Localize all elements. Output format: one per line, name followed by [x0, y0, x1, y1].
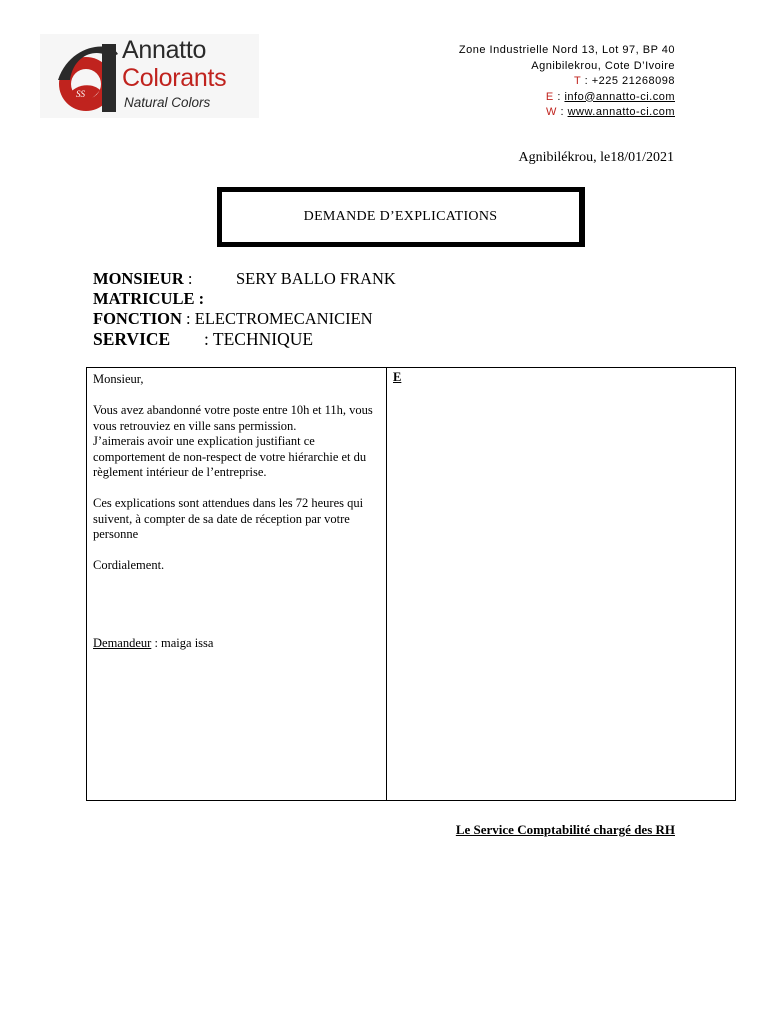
- phone-line: T : +225 21268098: [574, 75, 675, 87]
- address-line-1: Zone Industrielle Nord 13, Lot 97, BP 40: [458, 44, 675, 56]
- phone-label: T: [574, 75, 582, 87]
- logo-name-line1: Annatto: [122, 36, 207, 64]
- email-line: E : info@annatto-ci.com: [545, 90, 675, 103]
- svg-text:SS: SS: [76, 89, 85, 99]
- fonction-label: FONCTION: [93, 309, 182, 328]
- email-label: E: [545, 90, 554, 103]
- web-label: W: [545, 106, 557, 118]
- letter-closing: Cordialement.: [93, 558, 165, 572]
- letter-paragraph-1: Vous avez abandonné votre poste entre 10h et 11h, vous vous retrouviez en ville sans permission.: [93, 403, 373, 433]
- letter-paragraph-2: J’aimerais avoir une explication justifiant ce comportement de non-respect de votre hiérarchie et du règlement intérieur de l’entreprise.: [93, 434, 367, 479]
- email-link[interactable]: info@annatto-ci.com: [564, 90, 675, 103]
- letter-salutation: Monsieur,: [93, 372, 144, 386]
- matricule-label: MATRICULE :: [93, 289, 205, 308]
- monsieur-value: SERY BALLO FRANK: [236, 269, 396, 288]
- web-link[interactable]: www.annatto-ci.com: [567, 106, 675, 118]
- matricule-row: [93, 291, 204, 308]
- contact-block: [459, 43, 675, 121]
- web-line: W : www.annatto-ci.com: [545, 106, 675, 118]
- logo-name-line2: Colorants: [122, 64, 227, 92]
- document-title: DEMANDE D’EXPLICATIONS: [303, 209, 498, 224]
- letter-paragraph-3: Ces explications sont attendues dans les 72 heures qui suivent, à compter de sa date de réception par votre personne: [93, 496, 364, 541]
- phone-value: +225 21268098: [591, 75, 675, 87]
- column-divider: [386, 368, 387, 800]
- monsieur-row: MONSIEUR : SERY BALLO FRANK: [93, 269, 396, 288]
- document-title-box: [217, 187, 585, 247]
- demandeur-line: [93, 636, 383, 652]
- service-label: SERVICE: [93, 329, 171, 349]
- monsieur-label: MONSIEUR: [93, 269, 184, 288]
- service-row: [93, 329, 314, 349]
- fonction-row: [93, 311, 373, 328]
- service-value: : TECHNIQUE: [204, 329, 314, 349]
- letter-cell: [93, 372, 383, 651]
- demandeur-label: Demandeur: [93, 635, 152, 650]
- logo-tagline: Natural Colors: [124, 95, 211, 110]
- fonction-value: : ELECTROMECANICIEN: [186, 309, 373, 328]
- response-column-header: E: [393, 370, 402, 384]
- address-line-2: Agnibilekrou, Cote D’Ivoire: [531, 59, 675, 72]
- date-line: Agnibilékrou, le18/01/2021: [518, 150, 674, 165]
- demandeur-value: : maiga issa: [151, 635, 214, 650]
- explanation-table: [86, 367, 736, 801]
- footer-signature: Le Service Comptabilité chargé des RH: [455, 822, 675, 837]
